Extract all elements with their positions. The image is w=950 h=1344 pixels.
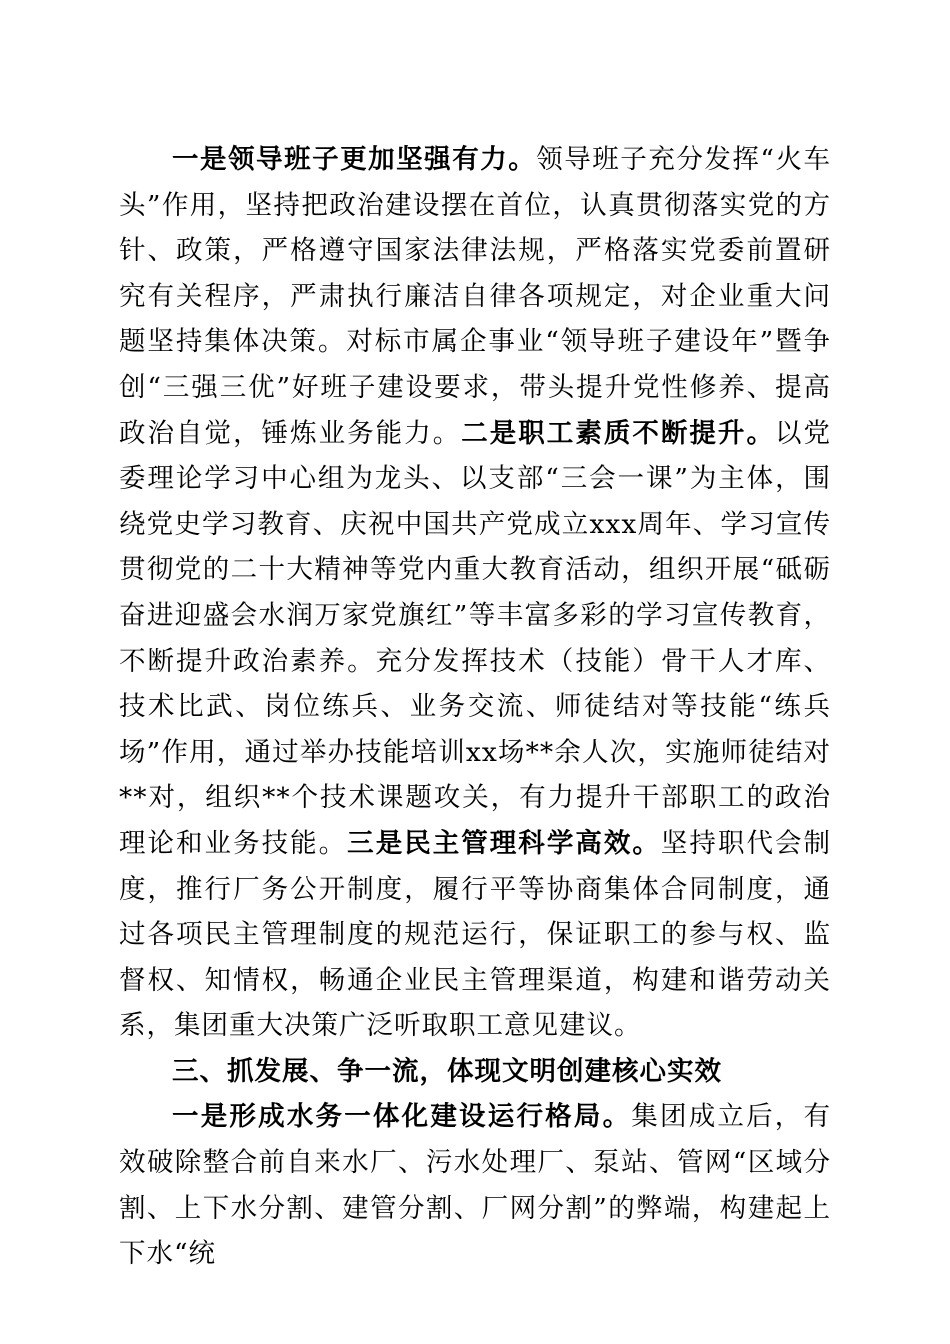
paragraph-lead-water: 一是形成水务一体化建设运行格局。 (172, 1101, 632, 1133)
paragraph-leadership (119, 137, 831, 1049)
paragraph-lead-leadership: 一是领导班子更加坚强有力。 (172, 144, 537, 175)
paragraph-water-integration (119, 1094, 831, 1276)
paragraph-text-staff: 以党委理论学习中心组为龙头、以支部“三会一课”为主体，围绕党史学习教育、庆祝中国共产党成立xxx周年、学习宣传贯彻党的二十大精神等党内重大教育活动，组织开展“砥砺奋进迎盛会水润万家党旗红”等丰富多彩的学习宣传教育，不断提升政治素养。充分发挥技术（技能）骨干人才库、技术比武、岗位练兵、业务交流、师徒结对等技能“练兵场”作用，通过举办技能培训xx场**余人次，实施师徒结对**对，组织**个技术课题攻关，有力提升干部职工的政治理论和业务技能。 (119, 417, 832, 859)
paragraph-lead-democracy: 三是民主管理科学高效。 (347, 827, 661, 859)
paragraph-text-leadership: 领导班子充分发挥“火车头”作用，坚持把政治建设摆在首位，认真贯彻落实党的方针、政策，严格遵守国家法律法规，严格落实党委前置研究有关程序，严肃执行廉洁自律各项规定，对企业重大问题坚持集体决策。对标市属企事业“领导班子建设年”暨争创“三强三优”好班子建设要求，带头提升党性修养、提高政治自觉，锤炼业务能力。 (119, 144, 831, 449)
paragraph-text-democracy: 坚持职代会制度，推行厂务公开制度，履行平等协商集体合同制度，通过各项民主管理制度的规范运行，保证职工的参与权、监督权、知情权，畅通企业民主管理渠道，构建和谐劳动关系，集团重大决策广泛听取职工意见建议。 (119, 827, 832, 1042)
section-heading: 三、抓发展、争一流，体现文明创建核心实效 (172, 1055, 722, 1087)
document-body (119, 137, 831, 1277)
paragraph-text-water: 集团成立后，有效破除整合前自来水厂、污水处理厂、泵站、管网“区域分割、上下水分割、建管分割、厂网分割”的弊端，构建起上下水“统 (119, 1101, 832, 1270)
paragraph-lead-staff: 二是职工素质不断提升。 (461, 417, 775, 449)
